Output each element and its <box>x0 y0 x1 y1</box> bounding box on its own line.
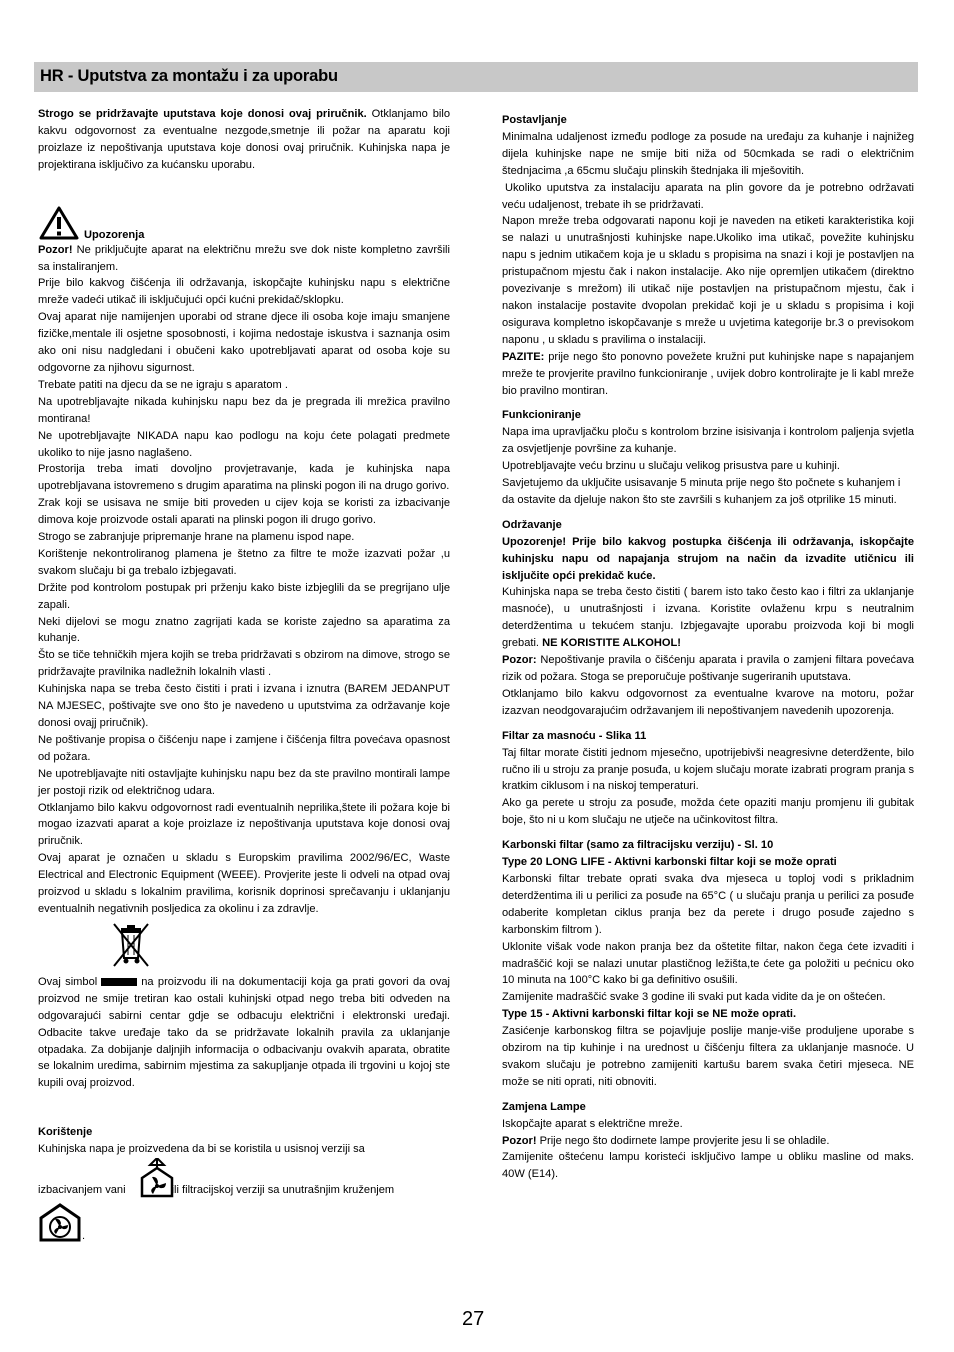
usage-end-dot: . <box>82 1230 86 1243</box>
carbon-filter-paragraph: Karbonski filtar trebate oprati svaka dva mjeseca u toploj vodi s prikladnim deterdžentima ili u perilici za posuđe na 65°C ( u slučaju pranja u perilici za posuđe odaberite kompletan ciklus pranja bez da perete i drugo posuđe zajedno s karbonskim filtrom ). <box>502 872 914 936</box>
usage-line: izbacivanjem vani ili filtracijskoj verziji sa unutrašnjim kruženjem <box>38 1184 395 1197</box>
right-column <box>502 112 914 1183</box>
function-paragraph: Upotrebljavajte veću brzinu u slučaju velikog prisustva pare u kuhinji. <box>502 460 840 473</box>
carbon-filter-heading: Karbonski filtar (samo za filtracijsku verziju) - Sl. 10 <box>502 839 774 852</box>
function-heading: Funkcioniranje <box>502 409 581 422</box>
page-number: 27 <box>462 1308 485 1330</box>
carbon-filter-paragraph: Zasićenje karbonskog filtra se pojavljuje poslije manje-više produljene uporabe s obzirom na tip kuhinje i na urednost u čišćenju filtera za uklanjanje masnoće. U svakom slučaju je potrebno zamijeniti kartušu barem svaka četiri mjeseca. NE može se niti oprati, niti obnoviti. <box>502 1025 914 1088</box>
warning-paragraph: Neki dijelovi se mogu znatno zagrijati kada se koriste zajedno sa aparatima za kuhanje. <box>38 615 450 645</box>
intro-paragraph: Strogo se pridržavajte uputstava koje donosi ovaj priručnik. Otklanjamo bilo kakvu odgovornost za eventualne nezgode,smetnje ili požar na aparatu koji proizlaze iz nepoštivanja uputstava koje donosi ovaj priručnik. Kuhinjska napa je projektirana isključivo za kućansku uporabu. <box>38 108 450 171</box>
warning-paragraph: Strogo se zabranjuje pripremanje hrane na plamenu ispod nape. <box>38 531 355 544</box>
warning-paragraph: Držite pod kontrolom postupak pri prženju kako biste izbjeglili da se pregrijano ulje zapali. <box>38 581 450 611</box>
crossed-bin-icon <box>108 920 154 970</box>
install-paragraph: PAZITE: prije nego što ponovno povežete kružni put kuhinjske nape s napajanjem mreže te provjerite pravilno funkcioniranje , uvijek dobro kontrolirajte je li kabl mreže bio pravilno montiran. <box>502 350 914 397</box>
install-paragraph: Minimalna udaljenost između podloge za posude na uređaju za kuhanje i najnižeg dijela kuhinjske nape ne smije biti niža od 50cmkada se radi o električnim štednjacima ,a 65cmu slučaju plinskih štednjaka ili mješovitih. <box>502 130 914 177</box>
warning-paragraph: Ne upotrebljavajte niti ostavljajte kuhinjsku napu bez da ste pravilno montirali lampe jer postoji rizik od električnog udara. <box>38 767 450 797</box>
black-bar-symbol-icon <box>101 978 137 986</box>
maintenance-paragraph: Kuhinjska napa se treba često čistiti ( barem isto tako često kao i filtri za uklanjanje masnoće), u unutrašnjosti i izvana. Koristite ovlaženu krpu s neutralnim deterdžentima u tekućem stanju. Izbjegavajte uporabu proizvoda koji bi mogli grebati. NE KORISTITE ALKOHOL! <box>502 586 914 650</box>
carbon-filter-paragraph: Zamijenite madraščić svake 3 godine ili svaki put kada vidite da je on oštećen. <box>502 991 886 1004</box>
function-paragraph: Savjetujemo da uključite usisavanje 5 minuta prije nego što počnete s kuhanjem i da ostavite da djeluje nakon što ste završili s kuhanjem za još otprilike 15 minuti. <box>502 477 901 506</box>
maintenance-paragraph: Pozor: Nepoštivanje pravila o čišćenju aparata i pravila o zamjeni filtara povećava rizik od požara. Stoga se preporučuje poštivanje sugeriranih uputstava. <box>502 654 914 683</box>
weee-paragraph: Ovaj aparat je označen u skladu s Europskim pravilima 2002/96/EC, Waste Electrical and Electronic Equipment (WEEE). Provjerite jeste li odveli na otpad ovaj proizvod u skladu s lokalnim pravilima, korisnik doprinosi sprečavanju i uklanjanju eventualnih negativnih posljedica za okolinu i za zdravlje. <box>38 852 450 915</box>
warning-paragraph: Trebate patiti na djecu da se ne igraju s aparatom . <box>38 378 288 391</box>
install-paragraph: Napon mreže treba odgovarati naponu koji je naveden na etiketi karakteristika koji se nalazi u unutrašnjosti kuhinjske nape.Ukoliko ima utikač, povežite kuhinjsku napu s jednim utikačem koja je u skladu s propisima na snazi i koji je postavljen na pristupačnom mjestu čak i nakon instalacije. Ako nije opremljen utikačem (direktno povezivanje s mrežom) ili utikač nije postavljen na pristupačnom mjestu, čak i nakon instalacije postavite dvopolan prekidač koji je u skladu s propisima i koji osigurava kompletno iskopčavanje s mreže u uvjetima kategorije br.3 o previsokom naponu , u skladu s pravilima o instalaciji. <box>502 215 914 346</box>
usage-fan-row <box>38 1158 450 1200</box>
warning-paragraph: Prostorija treba imati dovoljno provjetravanje, kada je kuhinjska napa upotrebljavana istovremeno s drugim aparatima na plinski pogon ili na drugo gorivo. <box>38 463 450 493</box>
warning-paragraph: Ne poštivanje propisa o čišćenju nape i zamjene i čišćenja filtra povećava opasnost od požara. <box>38 733 450 763</box>
usage-paragraph: Kuhinjska napa je proizvedena da bi se koristila u usisnoj verziji sa <box>38 1143 365 1156</box>
carbon-filter-subheading: Type 15 - Aktivni karbonski filtar koji se NE može oprati. <box>502 1008 797 1021</box>
maintenance-warning: Upozorenje! Prije bilo kakvog postupka čišćenja ili održavanja, iskopčajte kuhinjsku napu od napajanja strujom na način da izvadite utičnicu ili isključite opći prekidač kuće. <box>502 535 914 582</box>
warning-paragraph: Ovaj aparat nije namijenjen uporabi od strane djece ili osoba koje imaju smanjene fizičke,mentale ili osjetne sposobnosti, i kojima nedostaje iskustva i saznanja osim ako oni nisu nadgledani i obučeni kako upotrebljavati aparat od osoba koje su odgovorne za njihovu sigurnost. <box>38 311 450 374</box>
recirculation-row <box>38 1202 450 1246</box>
install-paragraph: Ukoliko uputstva za instalaciju aparata na plin govore da je potrebno održavati veću udaljenost, trebate ih se pridržavati. <box>502 181 914 211</box>
section-header-bar <box>34 62 918 92</box>
warning-paragraph: Kuhinjska napa se treba često čistiti i prati i izvana i iznutra (BAREM JEDANPUT NA MJESEC, poštivajte sve ono što je navedeno u uputstvima za održavanje koje donosi ovajj priručnik). <box>38 683 450 729</box>
warning-paragraph: Prije bilo kakvog čišćenja ili održavanja, iskopčajte kuhinjsku napu s električne mreže vadeći utikač ili isključujući opći kućni prekidač/sklopku. <box>38 277 450 307</box>
grease-filter-heading: Filtar za masnoću - Slika 11 <box>502 729 647 742</box>
weee-symbol-row <box>38 918 450 974</box>
lamp-paragraph: Pozor! Prije nego što dodirnete lampe provjerite jesu li se ohladile. <box>502 1134 830 1147</box>
grease-filter-paragraph: Taj filtar morate čistiti jednom mjesečno, upotrijebivši neagresivne deterdžente, bilo ručno ili u stroju za pranje posuđa, u kojem slučaju morate izabrati program pranja s kratkim ciklusom i na niskoj temperaturi. <box>502 746 914 793</box>
maintenance-heading: Održavanje <box>502 518 562 531</box>
install-heading: Postavljanje <box>502 114 567 126</box>
warnings-heading: Upozorenja <box>84 228 145 241</box>
usage-heading: Korištenje <box>38 1126 93 1139</box>
function-paragraph: Napa ima upravljačku ploču s kontrolom brzine isisivanja i kontrolom paljenja svjetla za osvjetljenje površine za kuhanje. <box>502 426 914 456</box>
grease-filter-paragraph: Ako ga perete u stroju za posuđe, možda ćete opaziti manju promjenu ili gubitak boje, što ni u kom slučaju ne utječe na učinkovitost filtra. <box>502 797 914 827</box>
page-title: HR - Uputstva za montažu i za uporabu <box>40 67 338 85</box>
lamp-heading: Zamjena Lampe <box>502 1100 586 1113</box>
lamp-paragraph: Iskopčajte aparat s električne mreže. <box>502 1117 683 1130</box>
warnings-heading-row <box>38 206 450 242</box>
warning-paragraph: Na upotrebljavajte nikada kuhinjsku napu bez da je pregrada ili mrežica pravilno montirana! <box>38 395 450 425</box>
maintenance-paragraph: Otklanjamo bilo kakvu odgovornost za eventualne kvarove na motoru, požar izazvan neodgovarajućim održavanjem ili nepoštivanjem navedenih upozorenja. <box>502 687 914 717</box>
warning-paragraph: Otklanjamo bilo kakvu odgovornost radi eventualnih neprilika,štete ili požara koje bi mogao izazvati aparat a koje proizlaze iz nepoštivanja uputstava koje donosi ovaj priručnik. <box>38 801 450 848</box>
lamp-paragraph: Zamijenite oštećenu lampu koristeći isključivo lampe u obliku masline od maks. 40W (E14). <box>502 1151 914 1181</box>
warning-paragraph: Zrak koji se usisava ne smije biti proveden u cijev koja se koristi za izbacivanje dimova koje proizvode ostali aparati na plinski pogon ili drugo gorivo. <box>38 497 450 527</box>
weee-symbol-paragraph: Ovaj simbol na proizvodu ili na dokumentaciji koja ga prati govori da ovaj proizvod ne smije tretiran kao ostali kuhinjski otpad nego treba biti odveden na odgovarajući sabirni centar gdje se odbacuju električni i elektronski uređaji. Odbacite takve uređaje tako da se pridržavate lokalnih pravila za uklanjanje otpadaka. Za dobijanje daljnjih informacija o odbacivanju ovakvih aparata, obratite se lokalnim uredima, sabirnim mjestima za sakupljanje otpada ili trgovini u kojoj ste kupili ovaj proizvod. <box>38 975 450 1090</box>
recirculation-fan-icon <box>38 1202 82 1242</box>
warning-triangle-icon <box>39 206 79 240</box>
left-column <box>38 106 450 1246</box>
warning-paragraph: Pozor! Ne priključujte aparat na električnu mrežu sve dok niste kompletno završili sa instaliranjem. <box>38 243 450 273</box>
warning-paragraph: Ne upotrebljavajte NIKADA napu kao podlogu na koju ćete polagati predmete ukoliko to nije jasno naglašeno. <box>38 429 450 459</box>
carbon-filter-subheading: Type 20 LONG LIFE - Aktivni karbonski filtar koji se može oprati <box>502 856 837 869</box>
warning-paragraph: Što se tiče tehničkih mjera kojih se treba pridržavati s obzirom na dimove, strogo se pridržavajte pravilnika nadležnih lokalnih vlasti . <box>38 649 450 679</box>
carbon-filter-paragraph: Uklonite višak vode nakon pranja bez da oštetite filtar, nakon čega ćete izvaditi i madraščić koji se nalazi unutar plastičnog ležišta,te ćete ga položiti u pećnicu oko 10 minuta na 100°C kako bi ga definitivo osušili. <box>502 940 914 987</box>
warning-paragraph: Korištenje nekontroliranog plamena je štetno za filtre te može izazvati požar ,u svakom slučaju bi ga trebalo izbjegavati. <box>38 547 450 577</box>
